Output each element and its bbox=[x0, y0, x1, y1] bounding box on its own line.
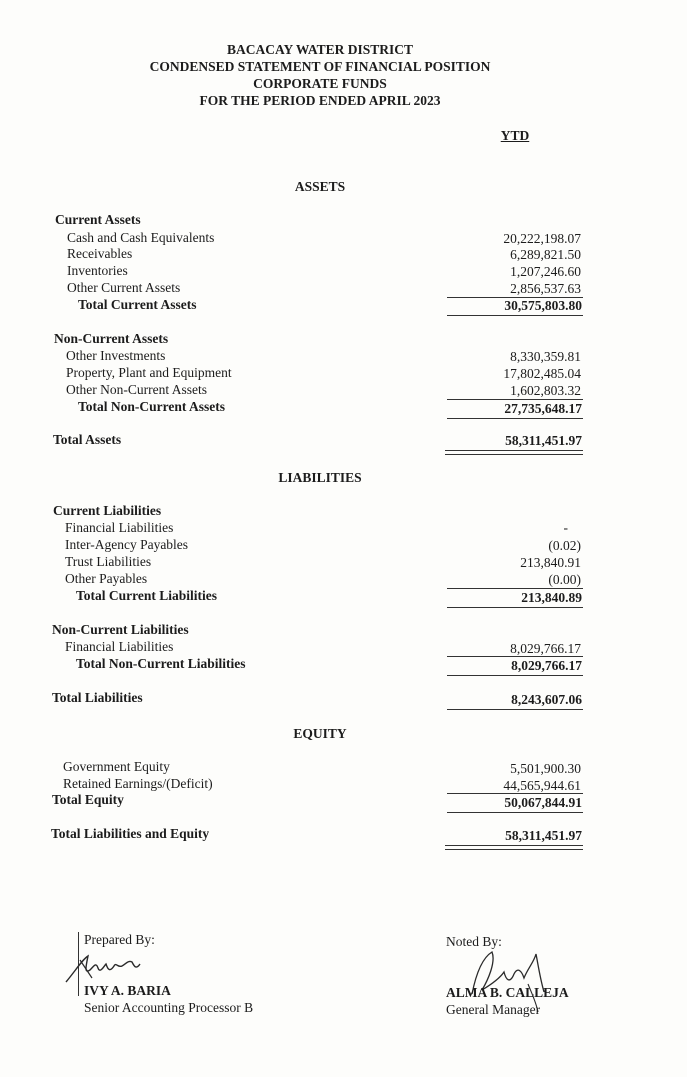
total-assets-amount: 58,311,451.97 bbox=[505, 433, 582, 448]
line-item-label: Financial Liabilities bbox=[65, 639, 174, 654]
total-noncurrent-liabilities-amount: 8,029,766.17 bbox=[511, 658, 582, 673]
noted-by-caption: Noted By: bbox=[446, 934, 502, 949]
total-equity-amount: 50,067,844.91 bbox=[504, 795, 582, 810]
subtotal-rule bbox=[447, 588, 583, 589]
subtotal-rule bbox=[447, 793, 583, 794]
total-rule bbox=[447, 418, 583, 419]
line-item-amount: (0.00) bbox=[548, 572, 581, 587]
subtotal-rule bbox=[447, 399, 583, 400]
total-noncurrent-assets-label: Total Non-Current Assets bbox=[78, 399, 226, 414]
line-item-amount: 1,602,803.32 bbox=[510, 383, 581, 398]
total-liabilities-equity-amount: 58,311,451.97 bbox=[505, 828, 582, 843]
prepared-signature bbox=[62, 948, 152, 988]
line-item-amount: 1,207,246.60 bbox=[510, 264, 581, 279]
line-item-label: Other Investments bbox=[66, 348, 166, 363]
line-item-label: Government Equity bbox=[63, 759, 170, 774]
prepared-by-caption: Prepared By: bbox=[84, 932, 155, 947]
line-item-amount: 2,856,537.63 bbox=[510, 281, 581, 296]
line-item-amount: 20,222,198.07 bbox=[503, 231, 581, 246]
line-item-label: Property, Plant and Equipment bbox=[66, 365, 232, 380]
line-item-label: Cash and Cash Equivalents bbox=[67, 230, 215, 245]
total-assets-label: Total Assets bbox=[53, 432, 122, 447]
noted-by-name: ALMA B. CALLEJA bbox=[446, 985, 569, 1000]
noncurrent-assets-label: Non-Current Assets bbox=[54, 331, 169, 346]
total-current-liabilities-amount: 213,840.89 bbox=[521, 590, 582, 605]
line-item-amount: (0.02) bbox=[548, 538, 581, 553]
double-rule bbox=[445, 450, 583, 455]
total-rule bbox=[447, 709, 583, 710]
line-item-label: Receivables bbox=[67, 246, 133, 261]
line-item-label: Inventories bbox=[67, 263, 128, 278]
total-rule bbox=[447, 675, 583, 676]
double-rule bbox=[445, 845, 583, 850]
line-item-amount: - bbox=[563, 520, 568, 535]
assets-heading: ASSETS bbox=[294, 179, 346, 194]
line-item-amount: 17,802,485.04 bbox=[503, 366, 581, 381]
line-item-label: Inter-Agency Payables bbox=[65, 537, 189, 552]
line-item-amount: 8,029,766.17 bbox=[510, 641, 581, 656]
total-current-assets-label: Total Current Assets bbox=[78, 297, 197, 312]
total-rule bbox=[447, 812, 583, 813]
line-item-amount: 5,501,900.30 bbox=[510, 761, 581, 776]
line-item-label: Financial Liabilities bbox=[65, 520, 174, 535]
line-item-label: Trust Liabilities bbox=[65, 554, 152, 569]
line-item-label: Other Current Assets bbox=[67, 280, 181, 295]
total-noncurrent-liabilities-label: Total Non-Current Liabilities bbox=[76, 656, 246, 671]
total-current-liabilities-label: Total Current Liabilities bbox=[76, 588, 218, 603]
total-current-assets-amount: 30,575,803.80 bbox=[504, 298, 582, 313]
ytd-column-header: YTD bbox=[500, 128, 530, 143]
total-noncurrent-assets-amount: 27,735,648.17 bbox=[504, 401, 582, 416]
total-equity-label: Total Equity bbox=[52, 792, 124, 807]
org-name: BACACAY WATER DISTRICT bbox=[226, 42, 414, 57]
noncurrent-liabilities-label: Non-Current Liabilities bbox=[52, 622, 189, 637]
period-label: FOR THE PERIOD ENDED APRIL 2023 bbox=[199, 93, 441, 108]
total-liabilities-equity-label: Total Liabilities and Equity bbox=[51, 826, 210, 841]
line-item-amount: 8,330,359.81 bbox=[510, 349, 581, 364]
liabilities-heading: LIABILITIES bbox=[278, 470, 362, 485]
total-rule bbox=[447, 315, 583, 316]
line-item-amount: 213,840.91 bbox=[520, 555, 581, 570]
equity-heading: EQUITY bbox=[293, 726, 347, 741]
current-liabilities-label: Current Liabilities bbox=[53, 503, 162, 518]
total-liabilities-amount: 8,243,607.06 bbox=[511, 692, 582, 707]
line-item-label: Retained Earnings/(Deficit) bbox=[63, 776, 213, 791]
total-rule bbox=[447, 607, 583, 608]
noted-by-position: General Manager bbox=[446, 1002, 541, 1017]
line-item-amount: 6,289,821.50 bbox=[510, 247, 581, 262]
fund-name: CORPORATE FUNDS bbox=[253, 76, 387, 91]
total-liabilities-label: Total Liabilities bbox=[52, 690, 143, 705]
line-item-label: Other Payables bbox=[65, 571, 148, 586]
line-item-amount: 44,565,944.61 bbox=[503, 778, 581, 793]
prepared-by-name: IVY A. BARIA bbox=[84, 983, 171, 998]
current-assets-label: Current Assets bbox=[55, 212, 141, 227]
subtotal-rule bbox=[447, 656, 583, 657]
statement-title: CONDENSED STATEMENT OF FINANCIAL POSITION bbox=[149, 59, 491, 74]
line-item-label: Other Non-Current Assets bbox=[66, 382, 207, 397]
prepared-by-position: Senior Accounting Processor B bbox=[84, 1000, 254, 1015]
